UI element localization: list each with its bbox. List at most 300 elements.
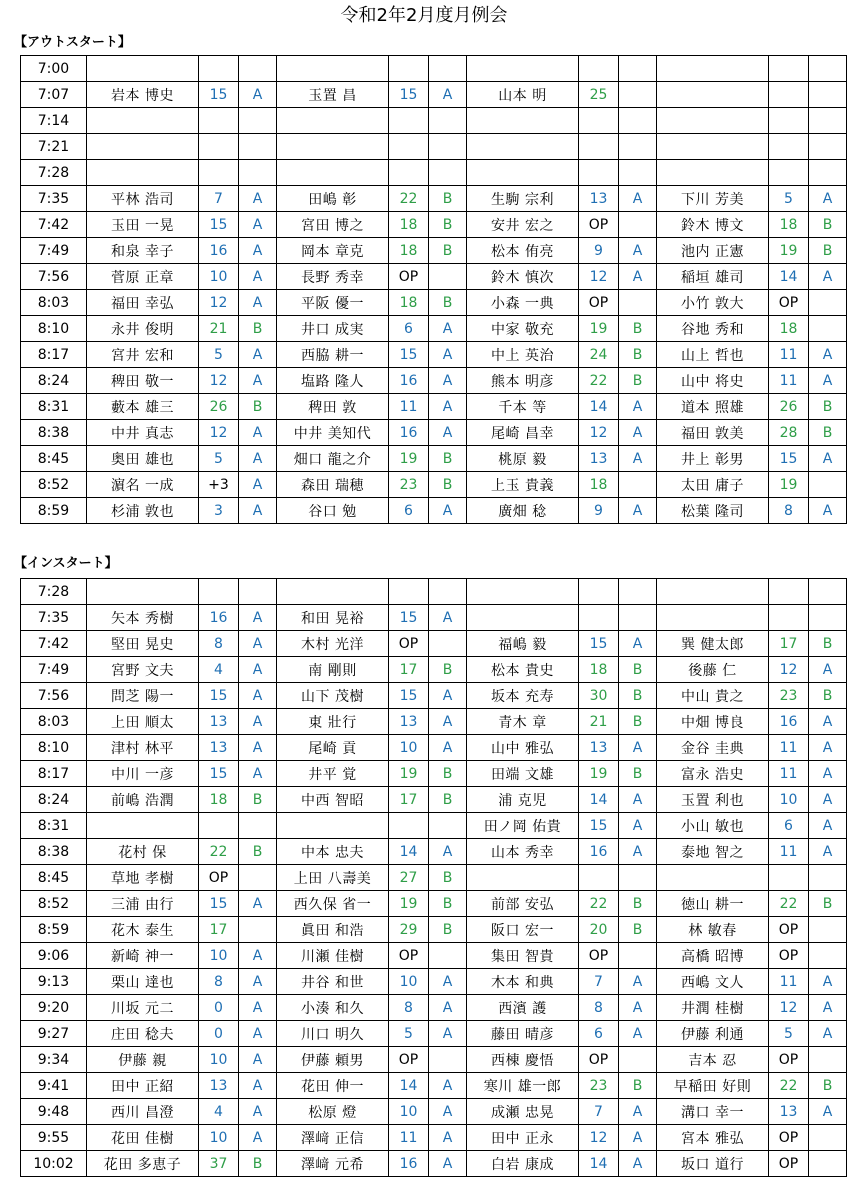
player-handicap: 26 [769,394,809,420]
player-name: 伊藤 利通 [657,1021,769,1047]
player-name: 尾崎 貢 [277,735,389,761]
empty-cell [809,605,847,631]
player-name: 田ノ岡 佑貴 [467,813,579,839]
player-name: 栗山 達也 [87,969,199,995]
table-row [21,1099,847,1125]
player-name: 中西 智昭 [277,787,389,813]
player-handicap: 6 [389,498,429,524]
player-handicap: 15 [769,446,809,472]
player-class: B [619,657,657,683]
player-name: 澤﨑 正信 [277,1125,389,1151]
player-class [809,472,847,498]
empty-cell [769,865,809,891]
player-class: A [429,1073,467,1099]
player-handicap: OP [389,631,429,657]
empty-cell [809,579,847,605]
player-class: A [429,1151,467,1177]
player-class: A [429,709,467,735]
player-name: 高橋 昭博 [657,943,769,969]
player-name: 後藤 仁 [657,657,769,683]
player-name: 林 敏春 [657,917,769,943]
table-row [21,891,847,917]
player-class: A [239,761,277,787]
player-name: 濵名 一成 [87,472,199,498]
empty-cell [199,108,239,134]
player-name: 道本 照雄 [657,394,769,420]
table-row [21,1047,847,1073]
empty-cell [657,82,769,108]
tee-time: 8:38 [21,420,87,446]
player-handicap: OP [389,943,429,969]
player-name: 眞田 和浩 [277,917,389,943]
player-name: 宮田 博之 [277,212,389,238]
player-class: B [429,212,467,238]
player-class: A [429,316,467,342]
player-class: B [239,316,277,342]
player-class [619,943,657,969]
player-class: A [239,1099,277,1125]
player-class: A [429,605,467,631]
player-name: 中井 真志 [87,420,199,446]
table-row [21,56,847,82]
player-handicap: 23 [579,1073,619,1099]
player-name: 庄田 稔夫 [87,1021,199,1047]
player-class: A [429,368,467,394]
player-class: A [619,995,657,1021]
table-row [21,264,847,290]
player-class: A [809,498,847,524]
tee-time: 8:24 [21,787,87,813]
player-class: A [809,969,847,995]
player-name: 川坂 元二 [87,995,199,1021]
player-class [809,290,847,316]
player-class: A [239,290,277,316]
empty-cell [467,56,579,82]
tee-time: 8:03 [21,709,87,735]
player-class: A [809,186,847,212]
player-class: A [239,605,277,631]
player-handicap: 13 [389,709,429,735]
player-handicap: 10 [389,969,429,995]
empty-cell [657,134,769,160]
out-start-label: 【アウトスタート】 [14,35,131,50]
table-row [21,709,847,735]
player-name: 稗田 敦 [277,394,389,420]
player-handicap: 5 [199,446,239,472]
player-handicap: 12 [579,1125,619,1151]
player-handicap: 14 [769,264,809,290]
player-name: 井平 覚 [277,761,389,787]
empty-cell [657,108,769,134]
player-handicap: 4 [199,657,239,683]
player-class: A [809,368,847,394]
empty-cell [239,579,277,605]
player-class: B [429,865,467,891]
empty-cell [769,160,809,186]
player-class: A [809,995,847,1021]
player-name: 西濱 護 [467,995,579,1021]
player-name: 上田 八壽美 [277,865,389,891]
player-name [277,813,389,839]
empty-cell [87,108,199,134]
tee-time: 8:52 [21,472,87,498]
player-handicap: 10 [389,1099,429,1125]
player-handicap: 5 [769,186,809,212]
player-class: A [239,82,277,108]
player-name: 稗田 敬一 [87,368,199,394]
player-handicap: 11 [769,969,809,995]
player-handicap: 12 [769,657,809,683]
player-class: B [619,761,657,787]
player-name: 中上 英治 [467,342,579,368]
empty-cell [199,160,239,186]
player-class: B [619,891,657,917]
empty-cell [239,108,277,134]
player-handicap: 8 [579,995,619,1021]
player-name: 中本 忠夫 [277,839,389,865]
empty-cell [809,108,847,134]
player-class: A [619,264,657,290]
player-handicap: 17 [199,917,239,943]
player-handicap: 12 [579,420,619,446]
player-class: B [809,420,847,446]
player-class: A [239,446,277,472]
player-class: B [619,368,657,394]
tee-time: 8:38 [21,839,87,865]
player-handicap: 10 [199,264,239,290]
player-handicap: 13 [199,709,239,735]
player-name: 山下 茂樹 [277,683,389,709]
player-class: A [619,1125,657,1151]
player-class: A [619,394,657,420]
player-class: A [809,1099,847,1125]
player-class: A [239,212,277,238]
player-handicap: 15 [199,683,239,709]
player-handicap: 18 [389,238,429,264]
table-row [21,995,847,1021]
player-handicap: 15 [389,605,429,631]
player-handicap: 12 [199,420,239,446]
player-name: 池内 正憲 [657,238,769,264]
player-class [239,865,277,891]
player-handicap: 19 [579,316,619,342]
empty-cell [657,865,769,891]
player-handicap: 13 [199,1073,239,1099]
empty-cell [467,160,579,186]
table-row [21,865,847,891]
player-name: 川口 明久 [277,1021,389,1047]
tee-time: 9:48 [21,1099,87,1125]
tee-time: 7:21 [21,134,87,160]
table-row [21,368,847,394]
player-handicap: OP [769,1047,809,1073]
table-row [21,657,847,683]
player-class [619,472,657,498]
player-handicap: OP [769,917,809,943]
player-handicap: 10 [199,943,239,969]
player-handicap: 11 [769,735,809,761]
player-class: B [809,394,847,420]
player-handicap: 15 [579,631,619,657]
player-class: B [239,839,277,865]
player-class: A [809,839,847,865]
player-handicap: 19 [389,761,429,787]
player-class: A [239,472,277,498]
player-name: 小湊 和久 [277,995,389,1021]
empty-cell [579,160,619,186]
empty-cell [769,579,809,605]
player-handicap: 12 [199,290,239,316]
out-start-table [20,55,847,524]
player-name: 和田 晃裕 [277,605,389,631]
player-handicap: 16 [389,1151,429,1177]
table-row [21,839,847,865]
empty-cell [87,160,199,186]
player-class: B [809,631,847,657]
tee-time: 9:55 [21,1125,87,1151]
player-class [429,1047,467,1073]
player-class: B [619,342,657,368]
player-name: 玉田 一晃 [87,212,199,238]
player-name: 南 剛則 [277,657,389,683]
player-name: 澤﨑 元希 [277,1151,389,1177]
player-class: A [619,839,657,865]
player-handicap: 19 [389,446,429,472]
empty-cell [87,579,199,605]
player-name: 成瀬 忠晃 [467,1099,579,1125]
player-name: 玉置 昌 [277,82,389,108]
table-row [21,290,847,316]
empty-cell [389,579,429,605]
player-class: A [239,657,277,683]
player-handicap: 13 [769,1099,809,1125]
tee-time: 7:35 [21,186,87,212]
player-name: 宮野 文夫 [87,657,199,683]
empty-cell [769,134,809,160]
empty-cell [87,56,199,82]
empty-cell [277,108,389,134]
player-handicap: 16 [199,238,239,264]
player-handicap: 7 [579,1099,619,1125]
player-name: 井上 彰男 [657,446,769,472]
table-row [21,1021,847,1047]
player-class: A [809,342,847,368]
tee-time: 8:17 [21,342,87,368]
tee-time: 7:35 [21,605,87,631]
player-name: 玉置 利也 [657,787,769,813]
player-name: 杉浦 敦也 [87,498,199,524]
player-handicap: 8 [199,631,239,657]
player-name: 中川 一彦 [87,761,199,787]
empty-cell [277,579,389,605]
player-handicap: 27 [389,865,429,891]
player-handicap: 18 [769,212,809,238]
empty-cell [579,579,619,605]
table-row [21,134,847,160]
player-class: A [619,420,657,446]
player-handicap: 18 [389,290,429,316]
player-class: B [619,917,657,943]
player-class: B [619,1073,657,1099]
empty-cell [657,579,769,605]
player-handicap: 11 [389,1125,429,1151]
tee-time: 8:31 [21,394,87,420]
player-name: 前嶋 浩潤 [87,787,199,813]
player-name: 塩路 隆人 [277,368,389,394]
tee-time: 9:20 [21,995,87,1021]
tee-time: 8:45 [21,865,87,891]
player-class: A [239,735,277,761]
empty-cell [467,865,579,891]
player-name: 井谷 和世 [277,969,389,995]
tee-time: 8:59 [21,498,87,524]
player-handicap: OP [579,943,619,969]
player-handicap: 26 [199,394,239,420]
player-name: 溝口 幸一 [657,1099,769,1125]
table-row [21,186,847,212]
empty-cell [467,579,579,605]
table-row [21,472,847,498]
player-handicap: 5 [389,1021,429,1047]
empty-cell [429,108,467,134]
player-name: 巽 健太郎 [657,631,769,657]
empty-cell [619,160,657,186]
player-class: A [429,420,467,446]
tee-time: 8:17 [21,761,87,787]
player-class: A [429,1125,467,1151]
tee-time: 9:27 [21,1021,87,1047]
player-class: A [239,1073,277,1099]
tee-time: 7:28 [21,160,87,186]
player-class: A [239,709,277,735]
table-row [21,342,847,368]
player-name: 岩本 博史 [87,82,199,108]
table-row [21,498,847,524]
empty-cell [429,56,467,82]
player-name: 山上 哲也 [657,342,769,368]
player-handicap: 17 [389,657,429,683]
player-name: 草地 孝樹 [87,865,199,891]
player-class: A [809,813,847,839]
player-handicap: 11 [769,839,809,865]
player-handicap: 29 [389,917,429,943]
player-handicap: 17 [769,631,809,657]
player-class: B [239,1151,277,1177]
empty-cell [769,605,809,631]
empty-cell [619,579,657,605]
player-handicap: OP [769,1125,809,1151]
empty-cell [389,160,429,186]
player-handicap: 6 [389,316,429,342]
empty-cell [657,160,769,186]
tee-time: 7:28 [21,579,87,605]
player-handicap: 22 [769,1073,809,1099]
player-name: 吉本 忍 [657,1047,769,1073]
player-name: 木本 和典 [467,969,579,995]
player-handicap: 19 [389,891,429,917]
player-class: B [429,472,467,498]
player-class: A [809,446,847,472]
player-name: 中井 美知代 [277,420,389,446]
player-handicap: 13 [199,735,239,761]
table-row [21,761,847,787]
player-name: 阪口 宏一 [467,917,579,943]
player-name: 平林 浩司 [87,186,199,212]
empty-cell [467,134,579,160]
tee-time: 8:10 [21,316,87,342]
player-handicap: 20 [579,917,619,943]
player-handicap: 0 [199,1021,239,1047]
player-name: 三浦 由行 [87,891,199,917]
player-handicap: 30 [579,683,619,709]
player-handicap: OP [579,1047,619,1073]
player-class: A [619,735,657,761]
player-handicap: 14 [579,1151,619,1177]
player-handicap: 22 [579,368,619,394]
tee-time: 7:42 [21,631,87,657]
player-handicap: 37 [199,1151,239,1177]
player-class: A [809,787,847,813]
player-class: A [809,1021,847,1047]
player-name: 永井 俊明 [87,316,199,342]
player-class: B [429,238,467,264]
player-handicap: 4 [199,1099,239,1125]
empty-cell [389,56,429,82]
empty-cell [809,134,847,160]
empty-cell [579,56,619,82]
player-name: 中家 敬充 [467,316,579,342]
player-handicap: 12 [199,368,239,394]
table-row [21,394,847,420]
player-name: 田中 正紹 [87,1073,199,1099]
player-class [429,264,467,290]
player-handicap: 24 [579,342,619,368]
player-handicap [389,813,429,839]
player-handicap: 18 [579,657,619,683]
player-name: 西棟 慶悟 [467,1047,579,1073]
player-class: A [619,1021,657,1047]
player-name: 谷地 秀和 [657,316,769,342]
in-start-label: 【インスタート】 [14,556,118,571]
player-name: 太田 庸子 [657,472,769,498]
player-class: A [239,1021,277,1047]
empty-cell [277,56,389,82]
player-handicap: 16 [389,420,429,446]
player-class: A [809,709,847,735]
player-name: 藤田 晴彦 [467,1021,579,1047]
player-class: B [429,657,467,683]
tee-time: 7:49 [21,657,87,683]
tee-time: 7:14 [21,108,87,134]
player-class: B [429,917,467,943]
empty-cell [389,108,429,134]
player-name: 青木 章 [467,709,579,735]
table-row [21,735,847,761]
player-class: A [619,238,657,264]
player-name: 福嶋 毅 [467,631,579,657]
player-handicap: 15 [389,82,429,108]
player-name: 山本 秀幸 [467,839,579,865]
player-handicap: +3 [199,472,239,498]
player-class [809,1125,847,1151]
player-class: B [809,1073,847,1099]
player-class: A [429,498,467,524]
empty-cell [467,605,579,631]
player-class [239,813,277,839]
player-name: 浦 克児 [467,787,579,813]
player-name: 松原 燈 [277,1099,389,1125]
player-class: B [239,394,277,420]
